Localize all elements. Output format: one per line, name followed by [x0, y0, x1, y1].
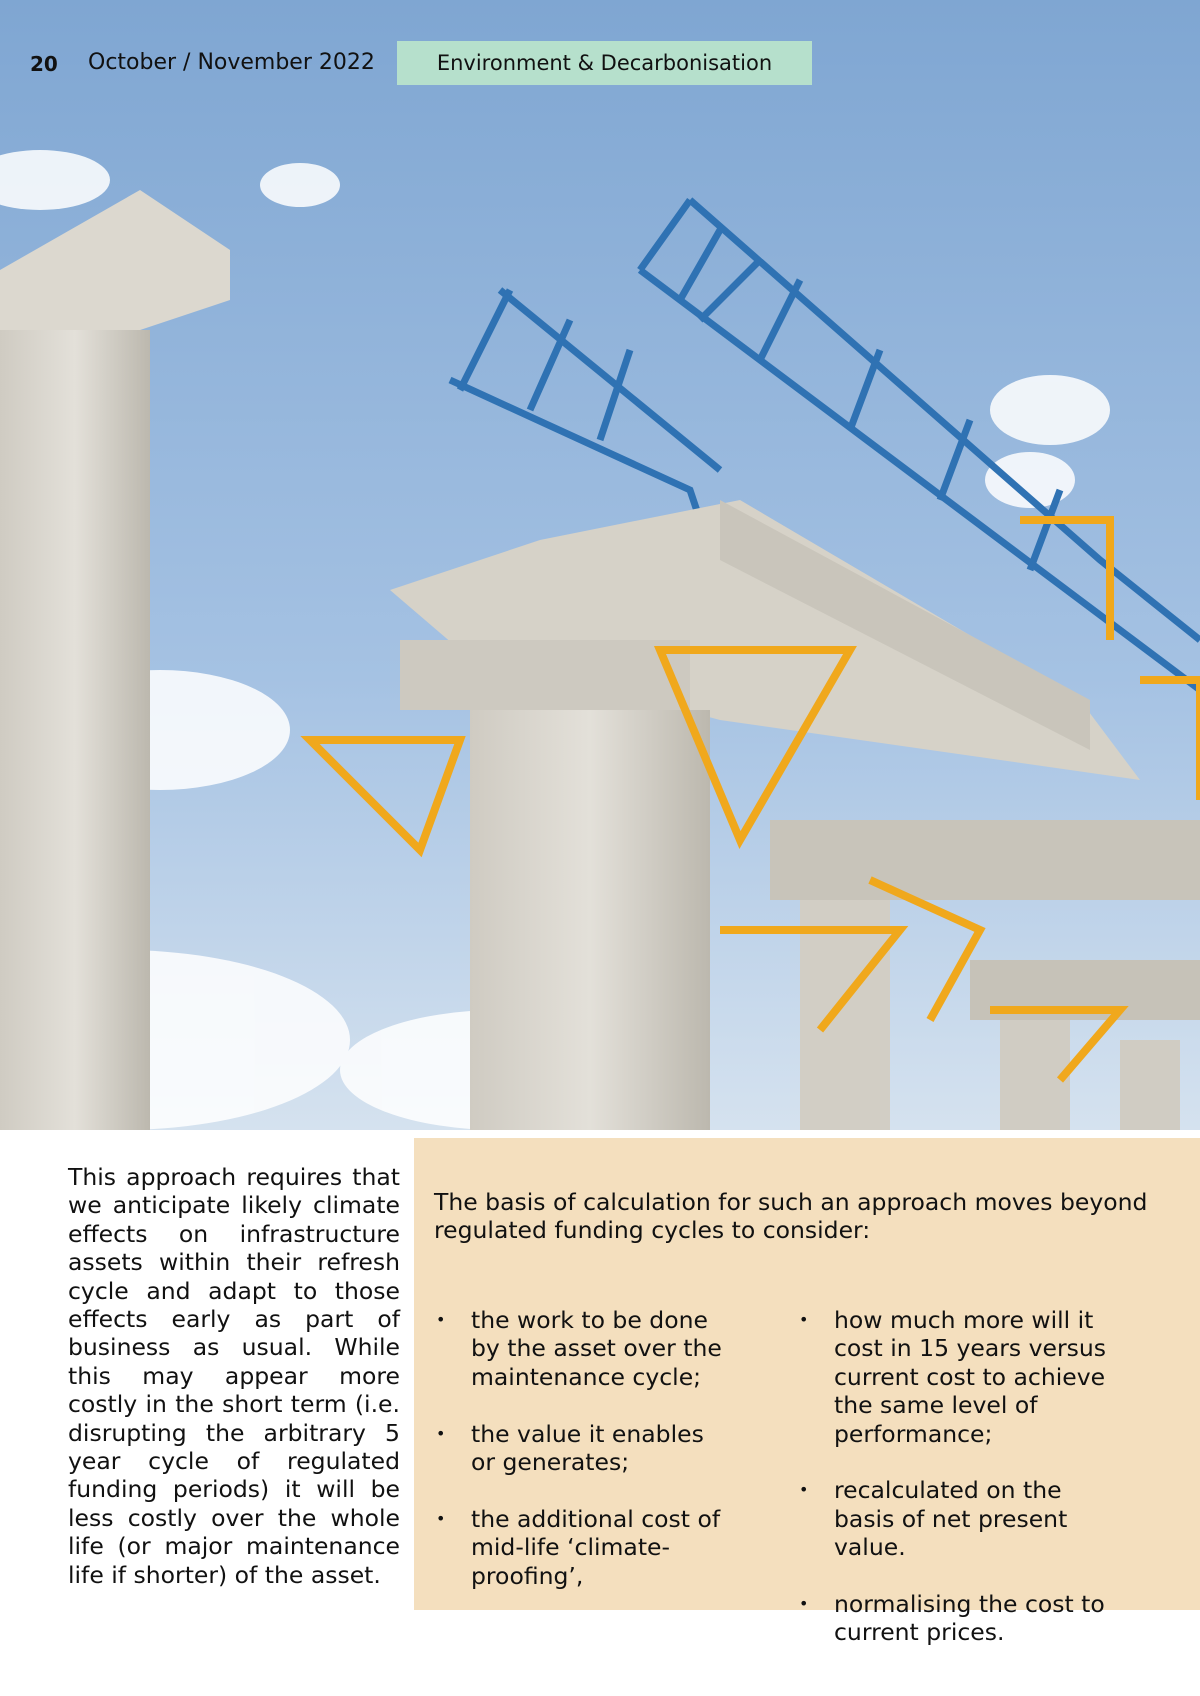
- list-item: [797, 1590, 1117, 1647]
- bullet-list-left: [434, 1306, 734, 1618]
- section-tag: [397, 41, 812, 85]
- bullet-icon: •: [436, 1508, 446, 1528]
- list-item-text: the work to be done by the asset over the maintenance cycle;: [471, 1306, 722, 1391]
- callout-box: [414, 1138, 1200, 1647]
- list-item-text: the value it enables or generates;: [471, 1419, 704, 1477]
- bullet-icon: •: [799, 1310, 809, 1329]
- list-item: [434, 1420, 734, 1477]
- bullet-list-right: [797, 1306, 1117, 1675]
- left-pier: [0, 190, 230, 1130]
- bullet-icon: •: [799, 1594, 809, 1614]
- list-item-text: normalising the cost to current prices.: [834, 1590, 1105, 1647]
- list-item-text: the additional cost of mid-life ‘climate-proofing’,: [471, 1504, 721, 1590]
- list-item-text: recalculated on the basis of net present value.: [834, 1476, 1068, 1562]
- bullet-icon: •: [436, 1310, 446, 1329]
- list-item-text: how much more will it cost in 15 years versus current cost to achieve the same level of performance;: [834, 1306, 1107, 1448]
- list-item: [797, 1476, 1117, 1561]
- body-paragraph: This approach requires that we anticipate likely climate effects on infrastructure assets within their refresh cycle and adapt to those effects early as part of business as usual. While this may appear more costly in the short term (i.e. disrupting the arbitrary 5 year cycle of regulated funding periods) it will be less costly over the whole life (or major maintenance life if shorter) of the asset.: [68, 1163, 400, 1589]
- bullet-icon: •: [799, 1480, 809, 1500]
- bullet-icon: •: [436, 1423, 446, 1443]
- list-item: [434, 1505, 734, 1590]
- section-tag-label: Environment & Decarbonisation: [436, 51, 773, 75]
- list-item: [434, 1306, 734, 1391]
- callout-intro: The basis of calculation for such an approach moves beyond regulated funding cycles to consider:: [434, 1188, 1148, 1245]
- page-number: 20: [30, 52, 58, 76]
- issue-date: October / November 2022: [88, 50, 375, 75]
- list-item: [797, 1306, 1117, 1448]
